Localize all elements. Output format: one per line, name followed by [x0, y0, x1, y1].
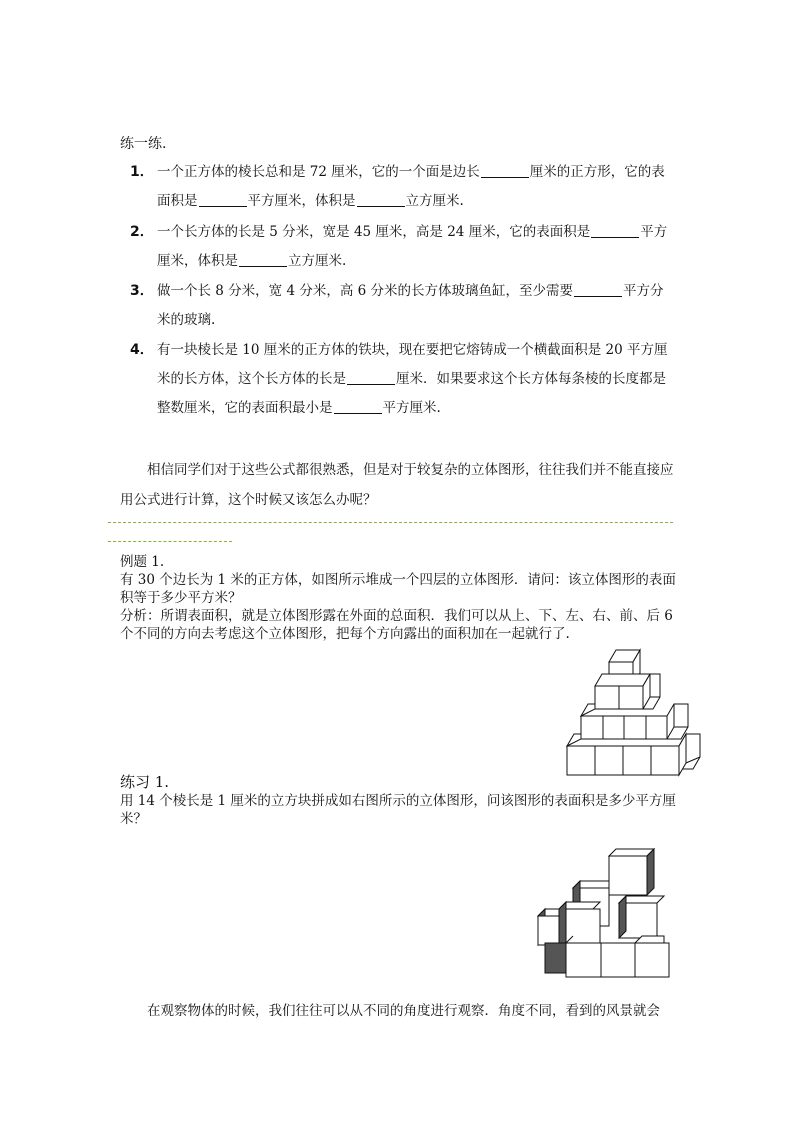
intro-paragraph: 相信同学们对于这些公式都很熟悉，但是对于较复杂的立体图形，往往我们并不能直接应用公式进行计算，这个时候又该怎么办呢？	[120, 462, 674, 508]
example-title: 例题 1.	[120, 554, 165, 570]
question-number: 3．	[130, 283, 154, 299]
exercise-block	[120, 772, 680, 828]
example-block	[120, 553, 680, 643]
example-analysis: 分析：所谓表面积，就是立体图形露在外面的总面积．我们可以从上、下、左、右、前、后 6 个不同的方向去考虑这个立体图形，把每个方向露出的面积加在一起就行了.	[120, 608, 673, 642]
answer-blank[interactable]	[239, 252, 287, 267]
divider-line-continued	[108, 541, 232, 542]
exercise-text: 用 14 个棱长是 1 厘米的立方块拼成如右图所示的立体图形，问该图形的表面积是多少平方厘米？	[120, 793, 676, 827]
answer-blank[interactable]	[347, 370, 395, 385]
question-1: 1． 一个正方体的棱长总和是 72 厘米，它的一个面是边长 厘米的正方形，它的表面积是 平方厘米，体积是 立方厘米.	[130, 158, 675, 216]
question-3: 3． 做一个长 8 分米，宽 4 分米，高 6 分米的长方体玻璃鱼缸，至少需要 平方分米的玻璃.	[130, 277, 675, 335]
answer-blank[interactable]	[334, 399, 382, 414]
example-text: 有 30 个边长为 1 米的正方体，如图所示堆成一个四层的立体图形．请问：该立体图形的表面积等于多少平方米？	[120, 572, 676, 606]
answer-blank[interactable]	[357, 192, 405, 207]
answer-blank[interactable]	[199, 192, 247, 207]
divider-line	[108, 522, 673, 523]
question-2: 2． 一个长方体的长是 5 分米，宽是 45 厘米，高是 24 厘米，它的表面积是 平方厘米，体积是 立方厘米.	[130, 218, 675, 276]
block-figure	[530, 845, 675, 980]
section-heading: 练一练.	[120, 136, 167, 152]
question-number: 2．	[130, 224, 154, 240]
exercise-title: 练习 1.	[120, 773, 170, 791]
answer-blank[interactable]	[574, 282, 622, 297]
question-number: 1．	[130, 164, 154, 180]
pyramid-figure	[560, 645, 710, 780]
closing-paragraph: 在观察物体的时候，我们往往可以从不同的角度进行观察．角度不同，看到的风景就会	[147, 1003, 660, 1019]
question-4: 4． 有一块棱长是 10 厘米的正方体的铁块，现在要把它熔铸成一个横截面积是 20 平方厘米的长方体，这个长方体的长是 厘米．如果要求这个长方体每条棱的长度都是整数厘米，它的表面积最小是 平方厘米.	[130, 336, 675, 423]
answer-blank[interactable]	[591, 223, 639, 238]
question-number: 4．	[130, 342, 154, 358]
answer-blank[interactable]	[481, 163, 529, 178]
